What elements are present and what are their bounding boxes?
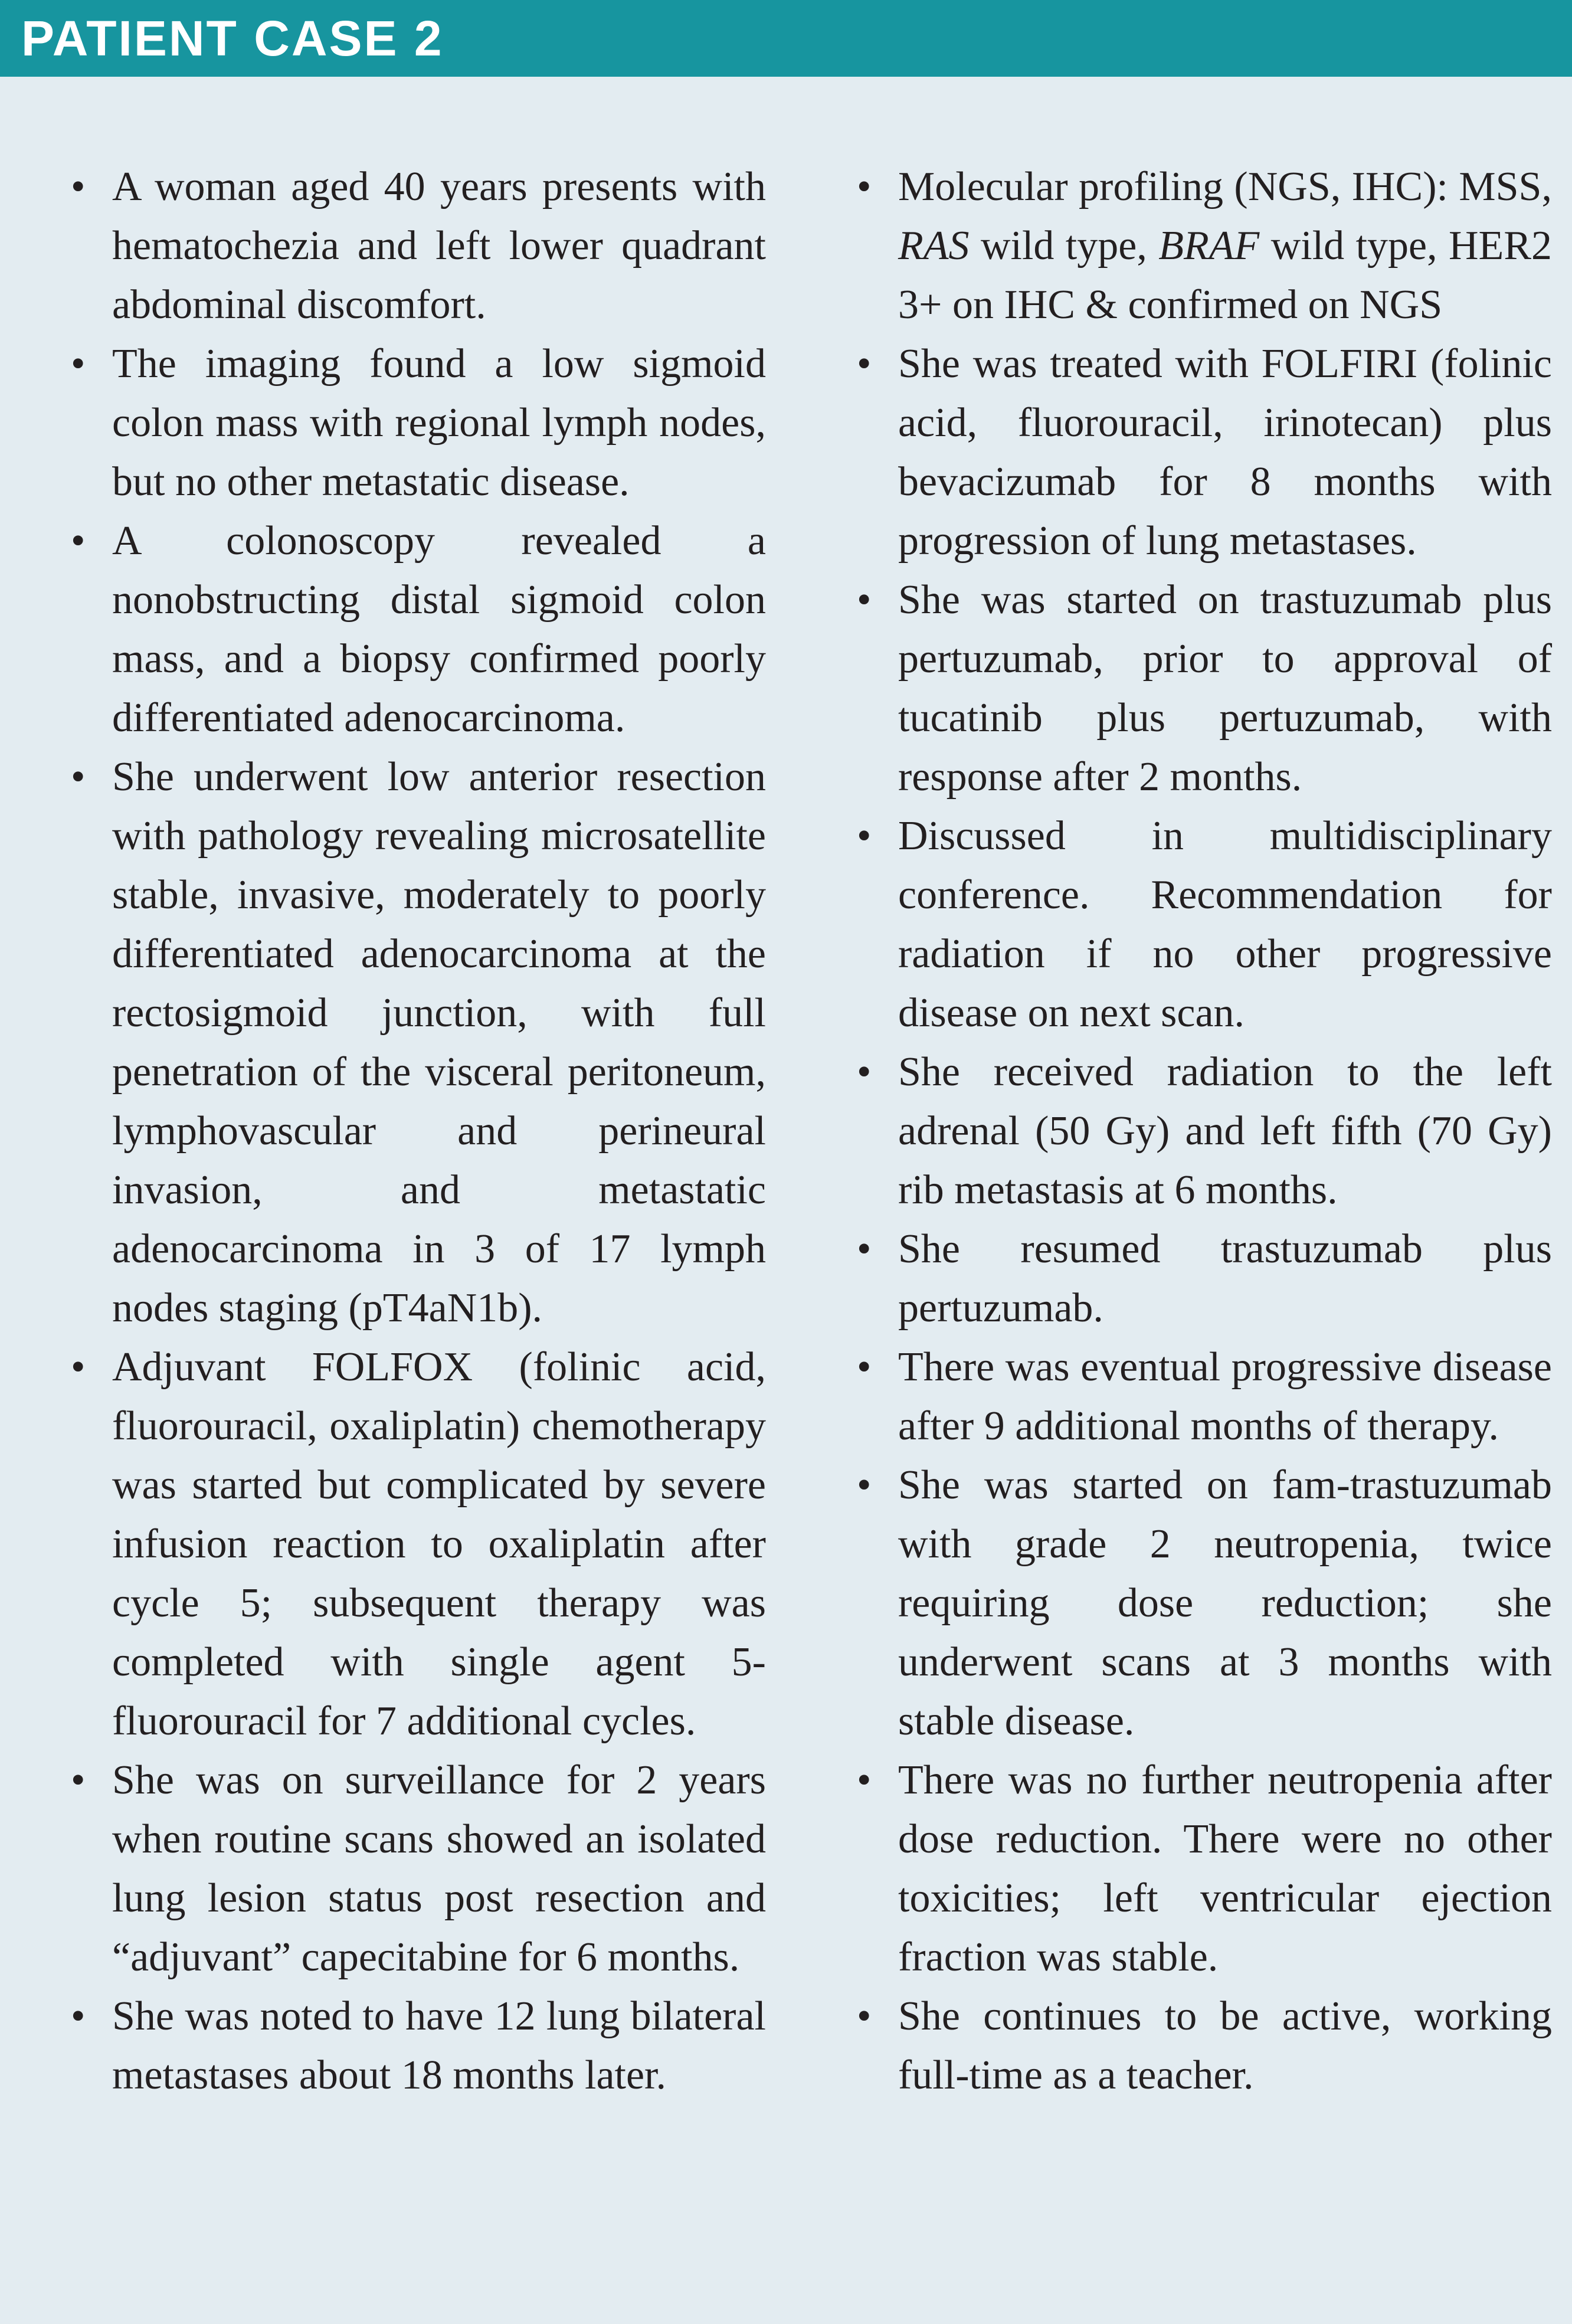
list-item-text: Discussed in multidisciplinary conference. Recommendation for radiation if no other progressive disease on next scan.: [898, 813, 1552, 1036]
list-item-text: A woman aged 40 years presents with hematochezia and left lower quadrant abdominal discomfort.: [112, 164, 766, 328]
bullet-icon: •: [71, 1757, 86, 1803]
bullet-icon: •: [857, 813, 872, 859]
list-item-text: She resumed trastuzumab plus pertuzumab.: [898, 1226, 1552, 1331]
list-item-text: There was eventual progressive disease after 9 additional months of therapy.: [898, 1344, 1552, 1449]
list-item-text: [898, 164, 1552, 328]
list-item-text: She was treated with FOLFIRI (folinic acid, fluorouracil, irinotecan) plus bevacizumab for 8 months with progression of lung metastases.: [898, 341, 1552, 564]
bullet-icon: •: [857, 1344, 872, 1390]
bullet-icon: •: [857, 341, 872, 387]
list-item: [856, 1987, 1552, 2105]
list-item: [856, 1338, 1552, 1456]
list-item-text: Adjuvant FOLFOX (folinic acid, fluorouracil, oxaliplatin) chemotherapy was started but complicated by severe infusion reaction to oxaliplatin after cycle 5; subsequent therapy was completed with single agent 5-fluorouracil for 7 additional cycles.: [112, 1344, 766, 1744]
list-item-text: She was started on fam-trastuzumab with grade 2 neutropenia, twice requiring dose reduction; she underwent scans at 3 months with stable disease.: [898, 1462, 1552, 1744]
list-item: [856, 1220, 1552, 1338]
list-item: [70, 335, 766, 512]
list-item-text: The imaging found a low sigmoid colon mass with regional lymph nodes, but no other metastatic disease.: [112, 341, 766, 505]
left-column-list: [70, 158, 766, 2105]
list-item-text: A colonoscopy revealed a nonobstructing distal sigmoid colon mass, and a biopsy confirmed poorly differentiated adenocarcinoma.: [112, 518, 766, 741]
header-bar: [0, 0, 1572, 77]
list-item: [70, 1751, 766, 1987]
list-item-molecular-profiling: [856, 158, 1552, 335]
list-item: [70, 748, 766, 1338]
list-item: [856, 807, 1552, 1043]
bullet-icon: •: [857, 577, 872, 623]
bullet-icon: •: [71, 1344, 86, 1390]
list-item: [70, 1987, 766, 2105]
profiling-suffix: wild type, HER2 3+ on IHC & confirmed on NGS: [898, 223, 1553, 328]
bullet-icon: •: [857, 1049, 872, 1095]
list-item-text: She underwent low anterior resection with pathology revealing microsatellite stable, invasive, moderately to poorly differentiated adenocarcinoma at the rectosigmoid junction, with full penetration of the visceral peritoneum, lymphovascular and perineural invasion, and metastatic adenocarcinoma in 3 of 17 lymph nodes staging (pT4aN1b).: [112, 754, 766, 1331]
list-item: [70, 158, 766, 335]
braf-gene: BRAF: [1158, 223, 1260, 269]
right-column-list: [856, 158, 1552, 2105]
profiling-mid: wild type,: [969, 223, 1159, 269]
list-item-text: She was started on trastuzumab plus pertuzumab, prior to approval of tucatinib plus pertuzumab, with response after 2 months.: [898, 577, 1552, 800]
list-item: [70, 1338, 766, 1751]
list-item: [856, 1456, 1552, 1751]
list-item-text: She received radiation to the left adrenal (50 Gy) and left fifth (70 Gy) rib metastasis at 6 months.: [898, 1049, 1552, 1213]
list-item: [856, 571, 1552, 807]
list-item-text: She was on surveillance for 2 years when routine scans showed an isolated lung lesion status post resection and “adjuvant” capecitabine for 6 months.: [112, 1757, 766, 1980]
profiling-prefix: Molecular profiling (NGS, IHC): MSS,: [898, 164, 1552, 210]
bullet-icon: •: [71, 164, 86, 210]
list-item-text: There was no further neutropenia after dose reduction. There were no other toxicities; left ventricular ejection fraction was stable.: [898, 1757, 1552, 1980]
list-item-text: She was noted to have 12 lung bilateral metastases about 18 months later.: [112, 1994, 766, 2098]
page-title: PATIENT CASE 2: [21, 11, 444, 66]
list-item: [856, 1043, 1552, 1220]
list-item: [70, 512, 766, 748]
list-item: [856, 335, 1552, 571]
bullet-icon: •: [71, 754, 86, 800]
bullet-icon: •: [857, 1226, 872, 1272]
bullet-icon: •: [857, 1994, 872, 2039]
list-item: [856, 1751, 1552, 1987]
list-item-text: She continues to be active, working full-time as a teacher.: [898, 1994, 1552, 2098]
bullet-icon: •: [857, 1757, 872, 1803]
bullet-icon: •: [71, 341, 86, 387]
bullet-icon: •: [71, 518, 86, 564]
bullet-icon: •: [857, 1462, 872, 1508]
ras-gene: RAS: [898, 223, 970, 269]
bullet-icon: •: [71, 1994, 86, 2039]
bullet-icon: •: [857, 164, 872, 210]
